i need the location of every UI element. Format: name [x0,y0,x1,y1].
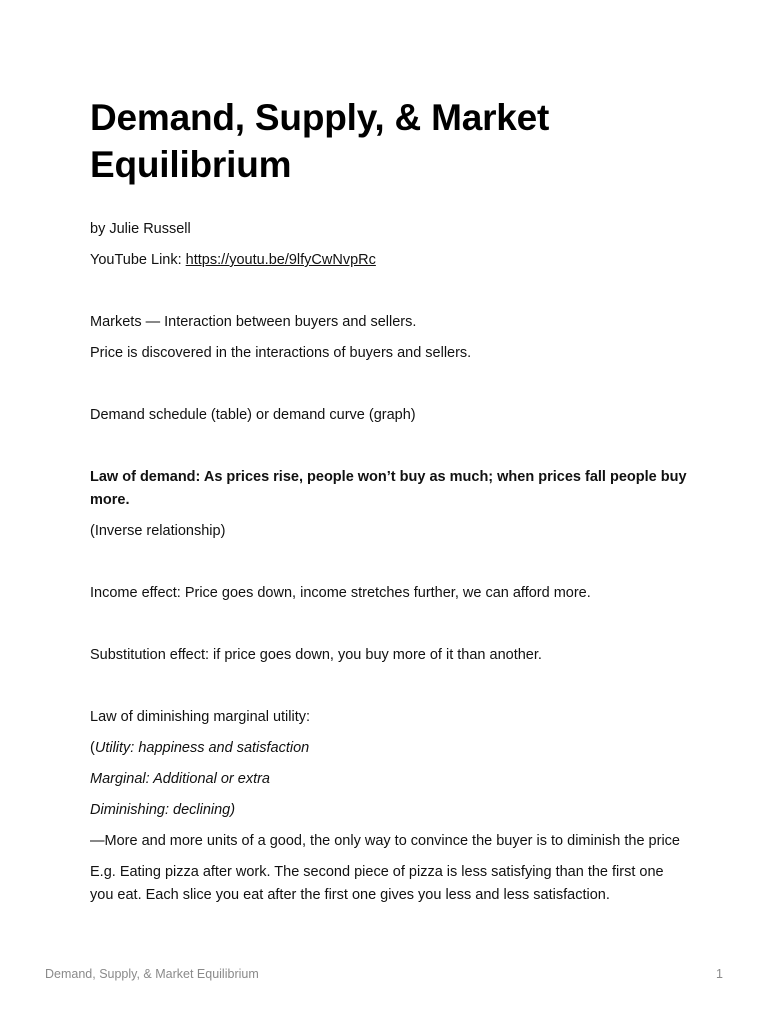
income-effect-text: Income effect: Price goes down, income stretches further, we can afford more. [90,585,591,601]
diminishing-utility-heading: Law of diminishing marginal utility: [90,709,311,725]
inverse-relationship-text: (Inverse relationship) [90,523,226,539]
youtube-line [90,249,690,272]
youtube-link[interactable]: https://youtu.be/9lfyCwNvpRc [185,252,376,268]
utility-definition [90,737,690,760]
substitution-effect-text: Substitution effect: if price goes down, you buy more of it than another. [90,647,542,663]
markets-definition: Markets — Interaction between buyers and sellers. [90,314,417,330]
pizza-example-text: E.g. Eating pizza after work. The second piece of pizza is less satisfying than the first one you eat. Each slice you eat after the first one gives you less and less satisfaction. [90,864,664,903]
page-number: 1 [716,967,723,981]
document-body [90,94,690,907]
utility-definition-text: Utility: happiness and satisfaction [94,740,310,756]
marginal-definition: Marginal: Additional or extra [90,771,270,787]
law-of-demand-text: Law of demand: As prices rise, people won’t buy as much; when prices fall people buy more. [90,469,687,508]
document-title: Demand, Supply, & Market Equilibrium [90,97,550,185]
author-line: by Julie Russell [90,221,191,237]
more-units-text: —More and more units of a good, the only way to convince the buyer is to diminish the price [90,833,680,849]
footer-title: Demand, Supply, & Market Equilibrium [45,967,259,981]
diminishing-definition: Diminishing: declining) [90,802,236,818]
utility-open-paren: ( [90,740,95,756]
demand-schedule-text: Demand schedule (table) or demand curve (graph) [90,407,416,423]
youtube-label: YouTube Link: [90,252,186,268]
price-discovery-text: Price is discovered in the interactions of buyers and sellers. [90,345,472,361]
